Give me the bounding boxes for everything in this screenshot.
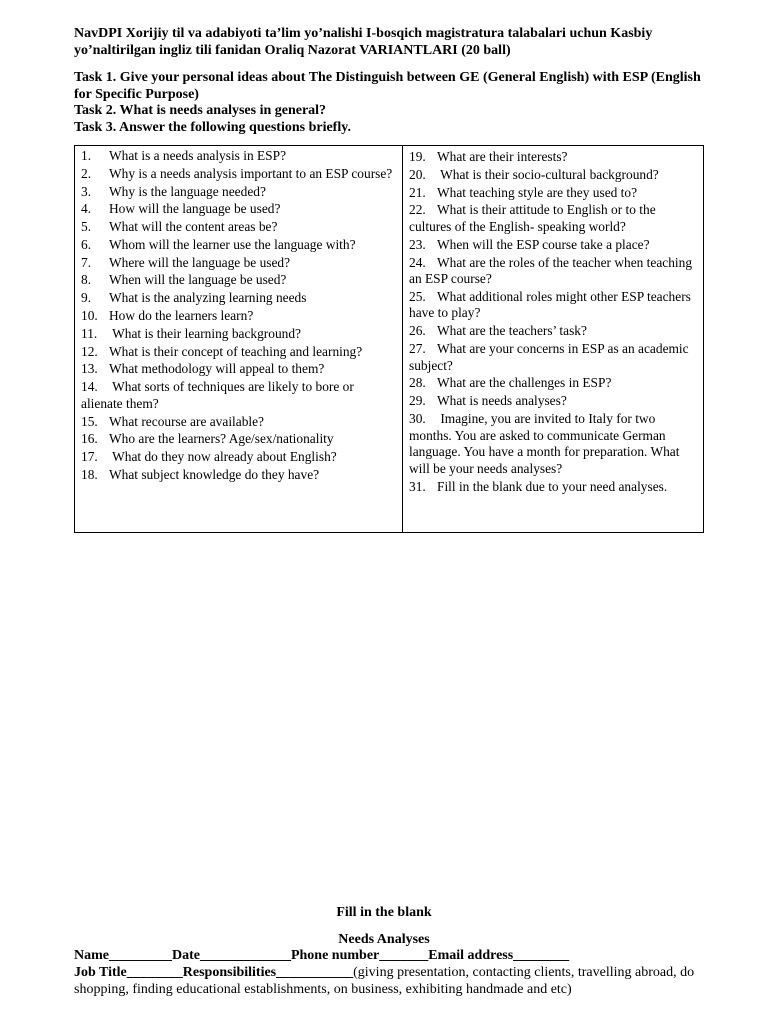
questions-left-column bbox=[75, 146, 403, 532]
question-item bbox=[81, 344, 396, 361]
form-row-job bbox=[74, 964, 716, 998]
question-text: Why is the language needed? bbox=[109, 183, 266, 199]
question-text: What are the roles of the teacher when teaching an ESP course? bbox=[409, 254, 693, 287]
question-number: 9. bbox=[81, 290, 92, 306]
question-item bbox=[81, 361, 396, 378]
question-text: Why is a needs analysis important to an ESP course? bbox=[109, 165, 393, 181]
form-row-personal: Name_________Date_____________Phone number_______Email address________ bbox=[74, 948, 570, 963]
question-number: 10. bbox=[81, 308, 98, 324]
question-text: What are the teachers’ task? bbox=[437, 323, 587, 339]
question-number: 8. bbox=[81, 272, 92, 288]
question-text: What subject knowledge do they have? bbox=[109, 466, 320, 482]
question-item bbox=[81, 219, 396, 236]
question-number: 30. bbox=[409, 410, 426, 426]
header-line-1: NavDPI Xorijiy til va adabiyoti ta’lim yo’nalishi I-bosqich magistratura talabalari uchun Kasbiy bbox=[74, 26, 653, 41]
question-number: 5. bbox=[81, 219, 92, 235]
fill-blank-title: Fill in the blank bbox=[336, 905, 432, 920]
question-number: 20. bbox=[409, 166, 426, 182]
question-item bbox=[409, 255, 697, 288]
task-2-text: What is needs analyses in general? bbox=[116, 103, 327, 118]
question-item bbox=[81, 184, 396, 201]
question-item bbox=[81, 166, 396, 183]
question-item bbox=[81, 379, 396, 412]
question-item bbox=[409, 237, 697, 254]
question-number: 31. bbox=[409, 478, 426, 494]
question-text: What recourse are available? bbox=[109, 413, 265, 429]
question-text: Imagine, you are invited to Italy for two months. You are asked to communicate German language. You have a month for preparation. What will be your needs analyses? bbox=[409, 410, 680, 476]
question-text: What are their interests? bbox=[437, 149, 568, 164]
question-text: What teaching style are they used to? bbox=[437, 184, 638, 200]
question-item bbox=[81, 431, 396, 448]
task-list bbox=[74, 70, 716, 136]
question-text: When will the ESP course take a place? bbox=[437, 236, 650, 252]
question-text: What is their concept of teaching and learning? bbox=[109, 343, 363, 359]
question-text: What is their learning background? bbox=[109, 325, 301, 341]
question-item bbox=[409, 167, 697, 184]
question-text: Where will the language be used? bbox=[109, 254, 291, 270]
question-item bbox=[81, 237, 396, 254]
task-1-text: Give your personal ideas about The Distinguish between GE (General English) with ESP (English for Specific Purpose) bbox=[74, 70, 701, 102]
question-number: 23. bbox=[409, 236, 426, 252]
question-number: 7. bbox=[81, 254, 92, 270]
header-line-2: yo’naltirilgan ingliz tili fanidan Oraliq Nazorat VARIANTLARI (20 ball) bbox=[74, 43, 511, 58]
question-text: What are your concerns in ESP as an academic subject? bbox=[409, 341, 689, 373]
task-1-label: Task 1. bbox=[74, 70, 117, 85]
question-item bbox=[81, 467, 396, 484]
question-item bbox=[81, 449, 396, 466]
job-responsibilities-examples: (giving presentation, contacting clients, travelling abroad, do shopping, finding educational establishments, on business, exhibiting handmade and etc) bbox=[74, 965, 695, 997]
question-text: Who are the learners? Age/sex/nationality bbox=[109, 431, 334, 447]
question-text: What is their attitude to English or to the cultures of the English- speaking world? bbox=[409, 202, 656, 234]
question-text: How do the learners learn? bbox=[109, 308, 254, 324]
question-number: 14. bbox=[81, 379, 98, 395]
question-text: What do they now already about English? bbox=[109, 449, 337, 465]
question-text: What are the challenges in ESP? bbox=[437, 375, 612, 391]
question-text: What additional roles might other ESP teachers have to play? bbox=[409, 288, 691, 321]
questions-table bbox=[74, 145, 704, 533]
question-text: Whom will the learner use the language with? bbox=[109, 236, 356, 252]
question-number: 19. bbox=[409, 149, 426, 164]
question-text: Fill in the blank due to your need analyses. bbox=[437, 478, 668, 494]
question-number: 21. bbox=[409, 184, 426, 200]
question-item bbox=[409, 289, 697, 322]
question-item bbox=[81, 290, 396, 307]
question-number: 29. bbox=[409, 393, 426, 409]
question-item bbox=[409, 375, 697, 392]
question-number: 16. bbox=[81, 431, 98, 447]
question-item bbox=[81, 201, 396, 218]
question-number: 17. bbox=[81, 449, 98, 465]
question-item bbox=[409, 393, 697, 410]
question-number: 27. bbox=[409, 341, 426, 357]
question-item bbox=[81, 148, 396, 165]
question-number: 25. bbox=[409, 288, 426, 304]
question-item bbox=[81, 308, 396, 325]
question-text: What is needs analyses? bbox=[437, 393, 567, 409]
question-number: 12. bbox=[81, 343, 98, 359]
needs-analyses-form bbox=[74, 947, 716, 998]
question-item bbox=[409, 341, 697, 374]
questions-right-column bbox=[403, 146, 703, 532]
question-text: How will the language be used? bbox=[109, 201, 281, 217]
question-number: 3. bbox=[81, 183, 92, 199]
question-number: 1. bbox=[81, 148, 92, 163]
question-number: 22. bbox=[409, 202, 426, 218]
question-text: What will the content areas be? bbox=[109, 219, 278, 235]
question-item bbox=[81, 272, 396, 289]
question-item bbox=[81, 414, 396, 431]
question-number: 4. bbox=[81, 201, 92, 217]
question-item bbox=[81, 326, 396, 343]
question-number: 6. bbox=[81, 236, 92, 252]
task-2-label: Task 2. bbox=[74, 103, 117, 118]
question-text: What is a needs analysis in ESP? bbox=[109, 148, 287, 163]
needs-analyses-title: Needs Analyses bbox=[338, 932, 430, 947]
question-item bbox=[409, 202, 697, 235]
question-item bbox=[81, 255, 396, 272]
question-text: What sorts of techniques are likely to bore or alienate them? bbox=[81, 379, 354, 411]
question-number: 13. bbox=[81, 361, 98, 377]
question-number: 11. bbox=[81, 325, 98, 341]
question-number: 18. bbox=[81, 466, 98, 482]
question-item bbox=[409, 411, 697, 477]
question-item bbox=[409, 479, 697, 496]
question-number: 2. bbox=[81, 165, 92, 181]
question-text: What is their socio-cultural background? bbox=[437, 166, 659, 182]
task-3-text: Answer the following questions briefly. bbox=[116, 119, 351, 135]
question-item bbox=[409, 323, 697, 340]
question-text: What is the analyzing learning needs bbox=[109, 290, 307, 306]
task-3-label: Task 3. bbox=[74, 119, 117, 135]
question-item bbox=[409, 149, 697, 166]
question-text: What methodology will appeal to them? bbox=[109, 361, 325, 377]
question-text: When will the language be used? bbox=[109, 272, 287, 288]
question-number: 15. bbox=[81, 413, 98, 429]
question-number: 28. bbox=[409, 375, 426, 391]
task-3 bbox=[74, 120, 716, 137]
question-number: 24. bbox=[409, 254, 426, 270]
question-item bbox=[409, 185, 697, 202]
task-2 bbox=[74, 103, 716, 120]
job-responsibilities-label: Job Title________Responsibilities___________ bbox=[74, 965, 354, 980]
task-1 bbox=[74, 70, 716, 103]
question-number: 26. bbox=[409, 323, 426, 339]
document-header bbox=[74, 25, 716, 59]
